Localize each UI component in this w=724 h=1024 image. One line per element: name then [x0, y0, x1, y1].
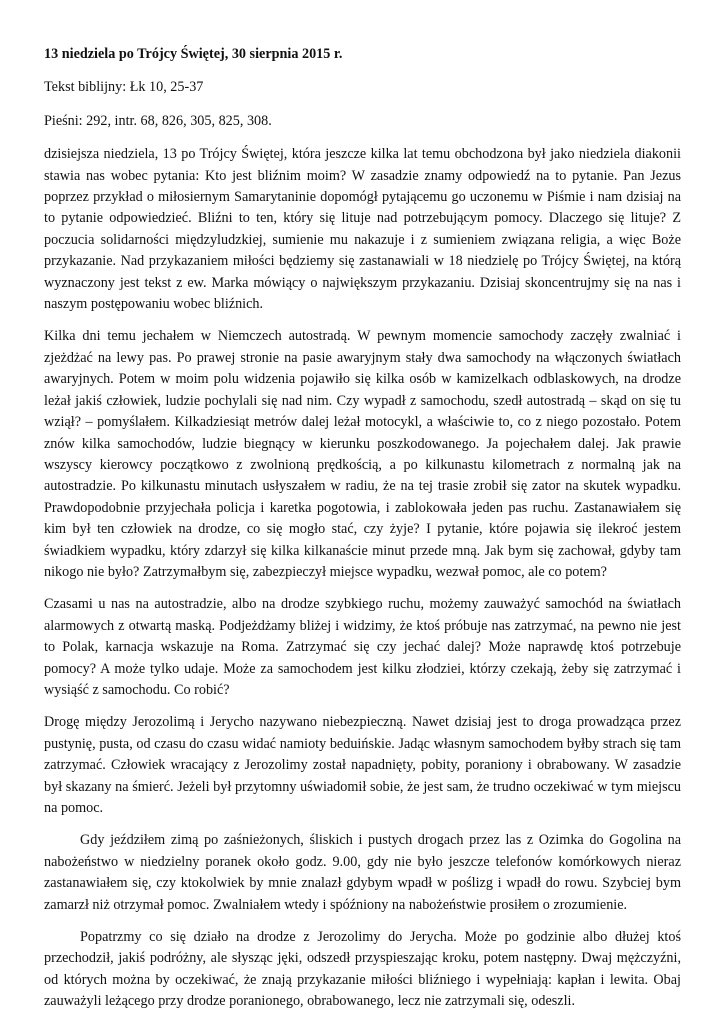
songs-list: Pieśni: 292, intr. 68, 826, 305, 825, 308. — [44, 112, 272, 129]
paragraph-jericho-road: Drogę między Jerozolimą i Jerycho nazywano niebezpieczną. Nawet dzisiaj jest to droga prowadząca przez pustynię, pusta, od czasu do czasu widać namioty beduińskie. Jadąc własnym samochodem byłby strach się tam zatrzymać. Człowiek wracający z Jerozolimy został napadnięty, pobity, poraniony i obrabowany. W zasadzie był skazany na śmierć. Jeżeli był przytomny uświadomił sobie, że jest sam, że trudno oczekiwać w tym miejscu na pomoc. — [44, 714, 681, 816]
bible-text-reference: Tekst biblijny: Łk 10, 25-37 — [44, 79, 204, 96]
paragraph-highway-stop: Czasami u nas na autostradzie, albo na drodze szybkiego ruchu, możemy zauważyć samochód na światłach alarmowych z otwartą maską. Podjeżdżamy bliżej i widzimy, że ktoś próbuje nas zatrzymać, na pewno nie jest to Polak, karnacja wskazuje na Roma. Zatrzymać się czy jechać dalej? Może naprawdę ktoś potrzebuje pomocy? A może tylko udaje. Może za samochodem jest kilku złodziei, którzy czekają, żeby się zatrzymać i wysiąść z samochodu. Co robić? — [44, 596, 681, 698]
paragraph-intro: dzisiejsza niedziela, 13 po Trójcy Świętej, która jeszcze kilka lat temu obchodzona był jako niedziela diakonii stawia nas wobec pytania: Kto jest bliźnim moim? W zasadzie znamy odpowiedź na to pytanie. Pan Jezus poprzez przykład o miłosiernym Samarytaninie dopomógł pytającemu go uczonemu w Piśmie i nam dzisiaj na to pytanie odpowiedzieć. Bliźni to ten, który się lituje nad potrzebującym pomocy. Dlaczego się lituje? Z poczucia solidarności międzyludzkiej, sumienie mu nakazuje i z sumieniem związana religia, a więc Boże przykazanie. Nad przykazaniem miłości będziemy się zastanawiali w 18 niedzielę po Trójcy Świętej, na którą wyznaczony jest tekst z ew. Marka mówiący o największym przykazaniu. Dzisiaj skoncentrujmy się na nas i naszym postępowaniu wobec bliźnich. — [44, 146, 681, 313]
paragraph-passersby: Popatrzmy co się działo na drodze z Jerozolimy do Jerycha. Może po godzinie albo dłużej ktoś przechodził, jakiś podróżny, ale słysząc jęki, odszedł przyspieszając kroku, potem następny. Dwaj mężczyźni, od których można by oczekiwać, że znają przykazanie miłości bliźniego i wypełniają: kapłan i lewita. Obaj zauważyli leżącego przy drodze poranionego, obrabowanego, lecz nie zatrzymali się, odeszli. — [44, 929, 681, 1010]
document-title: 13 niedziela po Trójcy Świętej, 30 sierpnia 2015 r. — [44, 46, 343, 62]
paragraph-winter-drive: Gdy jeździłem zimą po zaśnieżonych, śliskich i pustych drogach przez las z Ozimka do Gogolina na nabożeństwo w niedzielny poranek około godz. 9.00, gdy nie było jeszcze telefonów komórkowych nieraz zastanawiałem się, czy ktokolwiek by mnie znalazł gdybym wpadł w poślizg i wpadł do rowu. Szybciej bym zamarzł niż otrzymał pomoc. Zwalniałem wtedy i spóźniony na nabożeństwie prosiłem o zrozumienie. — [44, 832, 681, 913]
paragraph-autobahn: Kilka dni temu jechałem w Niemczech autostradą. W pewnym momencie samochody zaczęły zwalniać i zjeżdżać na lewy pas. Po prawej stronie na pasie awaryjnym stały dwa samochody na włączonych światłach awaryjnych. Potem w moim polu widzenia pojawiło się kilka osób w kamizelkach odblaskowych, na drodze leżał jakiś człowiek, ludzie pochylali się nad nim. Czy wypadł z samochodu, szedł autostradą – skąd on się tu wziął? – pomyślałem. Kilkadziesiąt metrów dalej leżał motocykl, a właściwie to, co z niego pozostało. Potem znów kilka samochodów, ludzie biegnący w kierunku poszkodowanego. Ja pojechałem dalej. Jak prawie wszyscy kierowcy początkowo z zwolnioną prędkością, a po kilkunastu kilometrach z normalną jak na autostradzie. Po kilkunastu minutach usłyszałem w radiu, że na tej trasie zrobił się zator na skutek wypadku. Prawdopodobnie przyjechała policja i karetka pogotowia, i zablokowała jeden pas ruchu. Zastanawiałem się kim był ten człowiek na drodze, co się mogło stać, czy żyje? I pytanie, które pojawia się ilekroć jestem świadkiem wypadku, który zdarzył się kilka kilkanaście minut przede mną. Jak bym się zachował, gdyby tam nikogo nie było? Zatrzymałbym się, zabezpieczył miejsce wypadku, wezwał pomoc, ale co potem? — [44, 328, 681, 580]
